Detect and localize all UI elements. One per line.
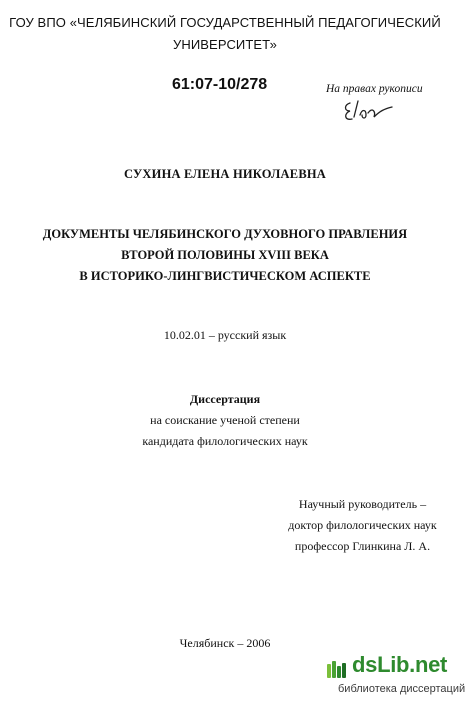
dslib-leaf-icon <box>326 658 348 680</box>
supervisor-line-1: Научный руководитель – <box>298 497 427 511</box>
supervisor-block <box>275 494 450 557</box>
dissertation-heading: Диссертация <box>189 392 261 406</box>
handwritten-signature <box>340 97 400 125</box>
institution-line-1: ГОУ ВПО «ЧЕЛЯБИНСКИЙ ГОСУДАРСТВЕННЫЙ ПЕДАГОГИЧЕСКИЙ <box>9 15 441 30</box>
supervisor-line-3: профессор Глинкина Л. А. <box>294 539 431 553</box>
title-line-2: ВТОРОЙ ПОЛОВИНЫ XVIII ВЕКА <box>121 248 329 262</box>
supervisor-line-2: доктор филологических наук <box>288 518 437 532</box>
watermark-tagline: библиотека диссертаций <box>338 683 465 695</box>
dissertation-degree <box>0 389 450 452</box>
specialty-code: 10.02.01 – русский язык <box>163 328 287 342</box>
author-name: СУХИНА ЕЛЕНА НИКОЛАЕВНА <box>123 167 327 181</box>
degree-line-2: кандидата филологических наук <box>142 434 308 448</box>
institution-line-2: УНИВЕРСИТЕТ» <box>172 37 277 52</box>
dissertation-title <box>0 224 450 287</box>
city-year: Челябинск – 2006 <box>179 636 271 650</box>
title-line-3: В ИСТОРИКО-ЛИНГВИСТИЧЕСКОМ АСПЕКТЕ <box>79 269 371 283</box>
watermark-site-name: dsLib.net <box>352 652 448 677</box>
catalog-number: 61:07-10/278 <box>172 76 268 93</box>
title-line-1: ДОКУМЕНТЫ ЧЕЛЯБИНСКОГО ДУХОВНОГО ПРАВЛЕНИЯ <box>42 227 408 241</box>
degree-line-1: на соискание ученой степени <box>150 413 300 427</box>
manuscript-rights-note: На правах рукописи <box>326 83 423 95</box>
institution-name <box>0 12 450 56</box>
dslib-watermark-logo[interactable] <box>322 652 465 702</box>
